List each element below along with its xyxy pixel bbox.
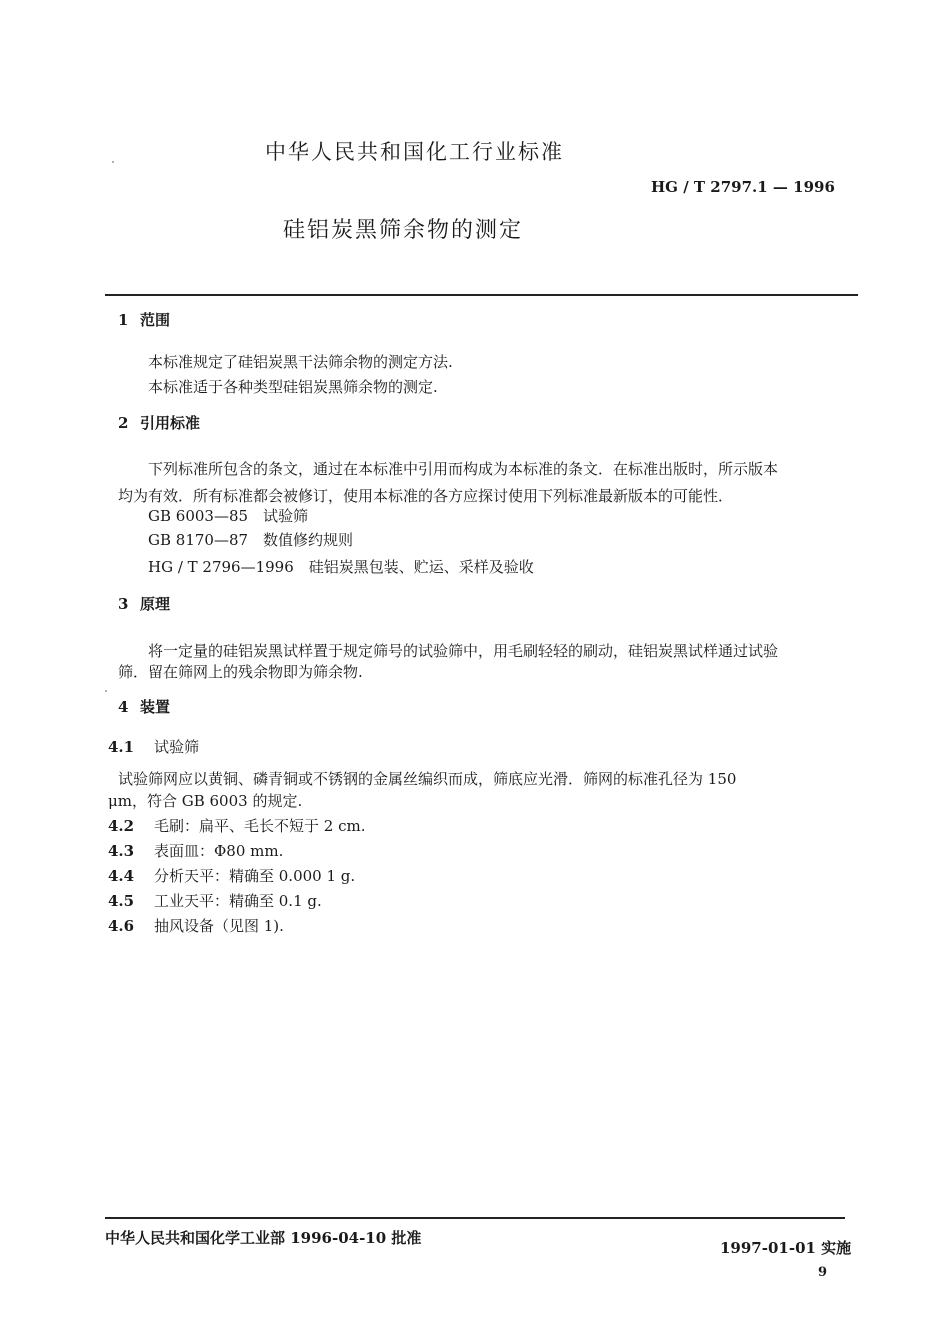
subsection-4-4 — [108, 865, 355, 886]
scan-speck — [112, 161, 114, 163]
section-2-heading — [118, 412, 200, 433]
paragraph-line: 均为有效．所有标准都会被修订，使用本标准的各方应探讨使用下列标准最新版本的可能性． — [118, 487, 734, 505]
implementation-date: 1997-01-01 实施 — [720, 1239, 852, 1257]
subsection-text: 毛刷：扁平、毛长不短于 2 cm. — [154, 817, 366, 835]
subsection-number: 4.5 — [108, 892, 135, 910]
section-4-heading — [118, 696, 170, 717]
reference-item: GB 8170—87 数值修约规则 — [148, 531, 354, 549]
header-rule — [105, 294, 858, 296]
section-title: 引用标准 — [140, 414, 201, 432]
paragraph-line: 下列标准所包含的条文，通过在本标准中引用而构成为本标准的条文．在标准出版时，所示版本 — [148, 460, 779, 478]
subsection-number: 4.6 — [108, 917, 135, 935]
section-title: 原理 — [140, 595, 171, 613]
section-number: 3 — [118, 595, 129, 613]
section-number: 2 — [118, 414, 129, 432]
subsection-4-6 — [108, 915, 284, 936]
section-title: 装置 — [140, 698, 171, 716]
subsection-4-5 — [108, 890, 322, 911]
reference-item: HG / T 2796—1996 硅铝炭黑包装、贮运、采样及验收 — [148, 558, 534, 576]
section-number: 1 — [118, 311, 129, 329]
subsection-text: 试验筛 — [154, 738, 200, 756]
subsection-4-3 — [108, 840, 283, 861]
subsection-text: 工业天平：精确至 0.1 g. — [154, 892, 322, 910]
subsection-number: 4.2 — [108, 817, 135, 835]
subsection-number: 4.4 — [108, 867, 135, 885]
standard-code: HG / T 2797.1 — 1996 — [651, 178, 835, 196]
document-title: 硅铝炭黑筛余物的测定 — [283, 218, 524, 243]
paragraph-line: μm，符合 GB 6003 的规定. — [108, 792, 303, 810]
reference-item: GB 6003—85 试验筛 — [148, 507, 309, 525]
subsection-4-2 — [108, 815, 365, 836]
approval-note: 中华人民共和国化学工业部 1996-04-10 批准 — [105, 1229, 422, 1247]
paragraph-line: 筛．留在筛网上的残余物即为筛余物. — [118, 663, 363, 681]
scan-speck — [105, 690, 107, 692]
issuer-heading: 中华人民共和国化工行业标准 — [265, 140, 564, 164]
paragraph-line: 将一定量的硅铝炭黑试样置于规定筛号的试验筛中，用毛刷轻轻的刷动，硅铝炭黑试样通过试验 — [148, 642, 779, 660]
section-number: 4 — [118, 698, 129, 716]
subsection-text: 抽风设备（见图 1). — [154, 917, 284, 935]
paragraph-line: 本标准规定了硅铝炭黑干法筛余物的测定方法. — [148, 353, 453, 371]
subsection-text: 分析天平：精确至 0.000 1 g. — [154, 867, 356, 885]
subsection-number: 4.1 — [108, 738, 135, 756]
paragraph-line: 试验筛网应以黄铜、磷青铜或不锈钢的金属丝编织而成，筛底应光滑．筛网的标准孔径为 150 — [118, 770, 737, 788]
paragraph-line: 本标准适于各种类型硅铝炭黑筛余物的测定. — [148, 378, 438, 396]
footer-rule — [105, 1217, 845, 1219]
subsection-number: 4.3 — [108, 842, 135, 860]
section-title: 范围 — [140, 311, 171, 329]
subsection-4-1 — [108, 736, 199, 757]
section-3-heading — [118, 593, 170, 614]
subsection-text: 表面皿：Φ80 mm. — [154, 842, 284, 860]
section-1-heading — [118, 309, 170, 330]
page-number: 9 — [818, 1265, 828, 1280]
